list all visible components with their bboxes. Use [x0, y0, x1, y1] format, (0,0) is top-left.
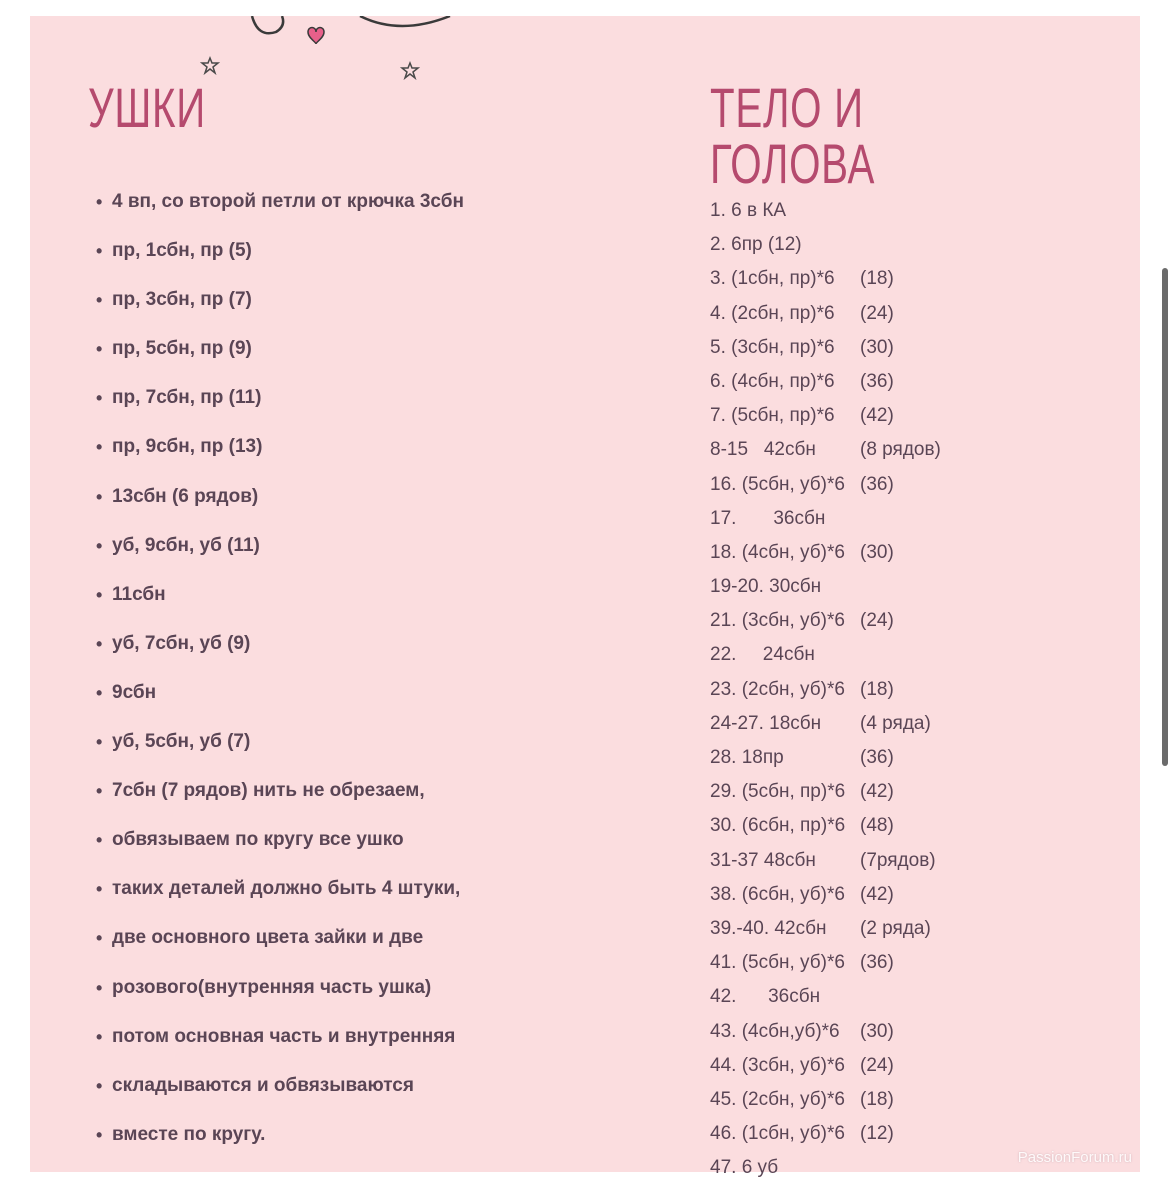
row-instruction: 43. (4сбн,уб)*6 [710, 1020, 840, 1042]
row-stitch-count: (8 рядов) [860, 439, 941, 461]
row-instruction: 2. 6пр (12) [710, 234, 802, 256]
row-stitch-count: (36) [860, 747, 894, 768]
ears-instruction-text: обвязываем по кругу все ушко [112, 829, 404, 851]
row-instruction: 41. (5сбн, уб)*6 [710, 952, 845, 974]
row-instruction: 8-15 42сбн [710, 439, 816, 461]
ears-instruction-text: уб, 5сбн, уб (7) [112, 731, 251, 753]
row-stitch-count: (18) [860, 1088, 894, 1110]
ears-instruction-item [96, 878, 656, 927]
ears-instruction-item [96, 977, 656, 1026]
ears-instruction-text: 13сбн (6 рядов) [112, 485, 259, 507]
ears-instruction-item [96, 191, 656, 240]
body-head-row [710, 780, 1130, 814]
watermark: PassionForum.ru [1017, 1149, 1132, 1166]
row-instruction: 45. (2сбн, уб)*6 [710, 1088, 845, 1110]
bullet: • [96, 241, 103, 262]
row-stitch-count: (4 ряда) [860, 712, 931, 734]
body-head-instructions-list [710, 199, 1130, 1190]
ears-instruction-item [96, 387, 656, 436]
bullet: • [96, 682, 103, 703]
row-instruction: 31-37 48сбн [710, 849, 816, 871]
body-head-row [710, 438, 1130, 472]
bullet: • [96, 633, 103, 654]
row-instruction: 22. 24сбн [710, 644, 815, 666]
row-instruction: 1. 6 в КА [710, 200, 787, 221]
row-stitch-count: (24) [860, 610, 894, 632]
row-stitch-count: (18) [860, 268, 894, 290]
row-instruction: 19-20. 30сбн [710, 576, 822, 598]
row-stitch-count: (36) [860, 370, 894, 392]
ears-instruction-text: пр, 5сбн, пр (9) [112, 338, 252, 360]
ears-instruction-text: 11сбн [112, 583, 166, 605]
ears-instructions-list [96, 191, 656, 1173]
ears-instruction-item [96, 584, 656, 633]
row-instruction: 44. (3сбн, уб)*6 [710, 1054, 845, 1076]
bullet: • [96, 977, 103, 998]
row-stitch-count: (42) [860, 883, 894, 905]
row-instruction: 47. 6 уб [710, 1157, 779, 1179]
ears-instruction-text: 9сбн [112, 681, 157, 703]
ears-instruction-item [96, 829, 656, 878]
body-head-section-title: ТЕЛО И ГОЛОВА [710, 76, 876, 195]
row-stitch-count: (7рядов) [860, 849, 936, 871]
ears-instruction-item [96, 1026, 656, 1075]
bullet: • [96, 732, 103, 753]
body-head-row [710, 1054, 1130, 1088]
heart-icon [308, 28, 324, 45]
row-stitch-count: (18) [860, 678, 894, 700]
bullet: • [96, 535, 103, 556]
bullet: • [96, 290, 103, 311]
ears-instruction-item [96, 633, 656, 682]
body-head-row [710, 814, 1130, 848]
bullet: • [96, 584, 103, 605]
row-stitch-count: (42) [860, 405, 894, 427]
ears-instruction-text: потом основная часть и внутренняя [112, 1025, 456, 1047]
row-stitch-count: (24) [860, 1054, 894, 1076]
body-head-row [710, 507, 1130, 541]
ears-instruction-item [96, 535, 656, 584]
row-instruction: 23. (2сбн, уб)*6 [710, 678, 845, 700]
ears-instruction-text: уб, 9сбн, уб (11) [112, 534, 260, 556]
body-head-row [710, 541, 1130, 575]
body-head-row [710, 746, 1130, 780]
bullet: • [96, 879, 103, 900]
row-instruction: 24-27. 18сбн [710, 712, 822, 734]
ears-instruction-text: пр, 7сбн, пр (11) [112, 387, 262, 409]
body-head-row [710, 883, 1130, 917]
pattern-card [30, 16, 1140, 1179]
row-stitch-count: (30) [860, 336, 894, 358]
row-instruction: 5. (3сбн, пр)*6 [710, 336, 835, 358]
bullet: • [96, 1075, 103, 1096]
ears-instruction-item [96, 731, 656, 780]
ears-instruction-text: пр, 3сбн, пр (7) [112, 289, 252, 311]
row-instruction: 7. (5сбн, пр)*6 [710, 405, 835, 427]
star-icon [402, 63, 418, 78]
ears-instruction-item [96, 1075, 656, 1124]
bullet: • [96, 339, 103, 360]
ears-instruction-text: пр, 9сбн, пр (13) [112, 436, 263, 458]
row-stitch-count: (42) [860, 781, 894, 803]
row-instruction: 38. (6сбн, уб)*6 [710, 883, 845, 905]
bullet: • [96, 830, 103, 851]
bullet: • [96, 486, 103, 507]
cartoon-outline [360, 16, 450, 26]
body-head-row [710, 336, 1130, 370]
body-head-row [710, 473, 1130, 507]
row-instruction: 29. (5сбн, пр)*6 [710, 781, 846, 803]
ears-instruction-text: 4 вп, со второй петли от крючка 3сбн [112, 191, 464, 212]
body-head-row [710, 643, 1130, 677]
ears-instruction-text: пр, 1сбн, пр (5) [112, 240, 252, 262]
ears-instruction-text: таких деталей должно быть 4 штуки, [112, 878, 461, 900]
bullet: • [96, 192, 103, 212]
row-stitch-count: (36) [860, 952, 894, 974]
row-instruction: 42. 36сбн [710, 986, 821, 1008]
row-stitch-count: (30) [860, 541, 894, 563]
row-stitch-count: (2 ряда) [860, 917, 931, 939]
row-stitch-count: (24) [860, 302, 894, 324]
body-head-row [710, 199, 1130, 233]
body-head-row [710, 575, 1130, 609]
row-stitch-count: (30) [860, 1020, 894, 1042]
row-stitch-count: (36) [860, 473, 894, 495]
row-instruction: 6. (4сбн, пр)*6 [710, 370, 835, 392]
body-head-row [710, 609, 1130, 643]
body-head-row [710, 267, 1130, 301]
row-instruction: 30. (6сбн, пр)*6 [710, 815, 846, 837]
row-instruction: 17. 36сбн [710, 507, 826, 529]
row-instruction: 46. (1сбн, уб)*6 [710, 1123, 845, 1145]
ears-instruction-item [96, 338, 656, 387]
ears-instruction-item [96, 240, 656, 289]
ears-instruction-item [96, 436, 656, 485]
ears-instruction-text: розового(внутренняя часть ушка) [112, 976, 432, 998]
row-instruction: 28. 18пр [710, 747, 784, 768]
row-instruction: 18. (4сбн, уб)*6 [710, 541, 845, 563]
body-head-row [710, 951, 1130, 985]
bullet: • [96, 781, 103, 802]
ears-section-title: УШКИ [88, 76, 206, 139]
body-head-row [710, 985, 1130, 1019]
body-head-row [710, 302, 1130, 336]
body-head-row [710, 849, 1130, 883]
bullet: • [96, 437, 103, 458]
ears-instruction-text: складываются и обвязываются [112, 1074, 414, 1096]
body-head-row [710, 404, 1130, 438]
body-head-row [710, 678, 1130, 712]
scrollbar-thumb[interactable] [1162, 268, 1168, 766]
ears-instruction-item [96, 780, 656, 829]
row-instruction: 21. (3сбн, уб)*6 [710, 610, 845, 632]
row-instruction: 3. (1сбн, пр)*6 [710, 268, 835, 290]
row-stitch-count: (48) [860, 815, 894, 837]
row-instruction: 4. (2сбн, пр)*6 [710, 302, 835, 324]
body-head-row [710, 1088, 1130, 1122]
bullet: • [96, 928, 103, 949]
bullet: • [96, 1124, 103, 1145]
body-head-row [710, 233, 1130, 267]
row-instruction: 39.-40. 42сбн [710, 917, 827, 939]
star-icon [202, 58, 218, 73]
body-head-row [710, 712, 1130, 746]
bullet: • [96, 388, 103, 409]
ears-instruction-item [96, 486, 656, 535]
body-head-row [710, 370, 1130, 404]
ears-instruction-item [96, 1124, 656, 1173]
body-head-row [710, 917, 1130, 951]
cartoon-outline [252, 16, 283, 33]
ears-instruction-text: вместе по кругу. [112, 1123, 266, 1145]
ears-instruction-text: две основного цвета зайки и две [112, 927, 424, 949]
ears-instruction-item [96, 289, 656, 338]
row-instruction: 16. (5сбн, уб)*6 [710, 473, 845, 495]
body-head-row [710, 1020, 1130, 1054]
bullet: • [96, 1026, 103, 1047]
ears-instruction-text: 7сбн (7 рядов) нить не обрезаем, [112, 780, 425, 802]
row-stitch-count: (12) [860, 1123, 894, 1145]
ears-instruction-item [96, 927, 656, 976]
ears-instruction-item [96, 682, 656, 731]
ears-instruction-text: уб, 7сбн, уб (9) [112, 632, 251, 654]
